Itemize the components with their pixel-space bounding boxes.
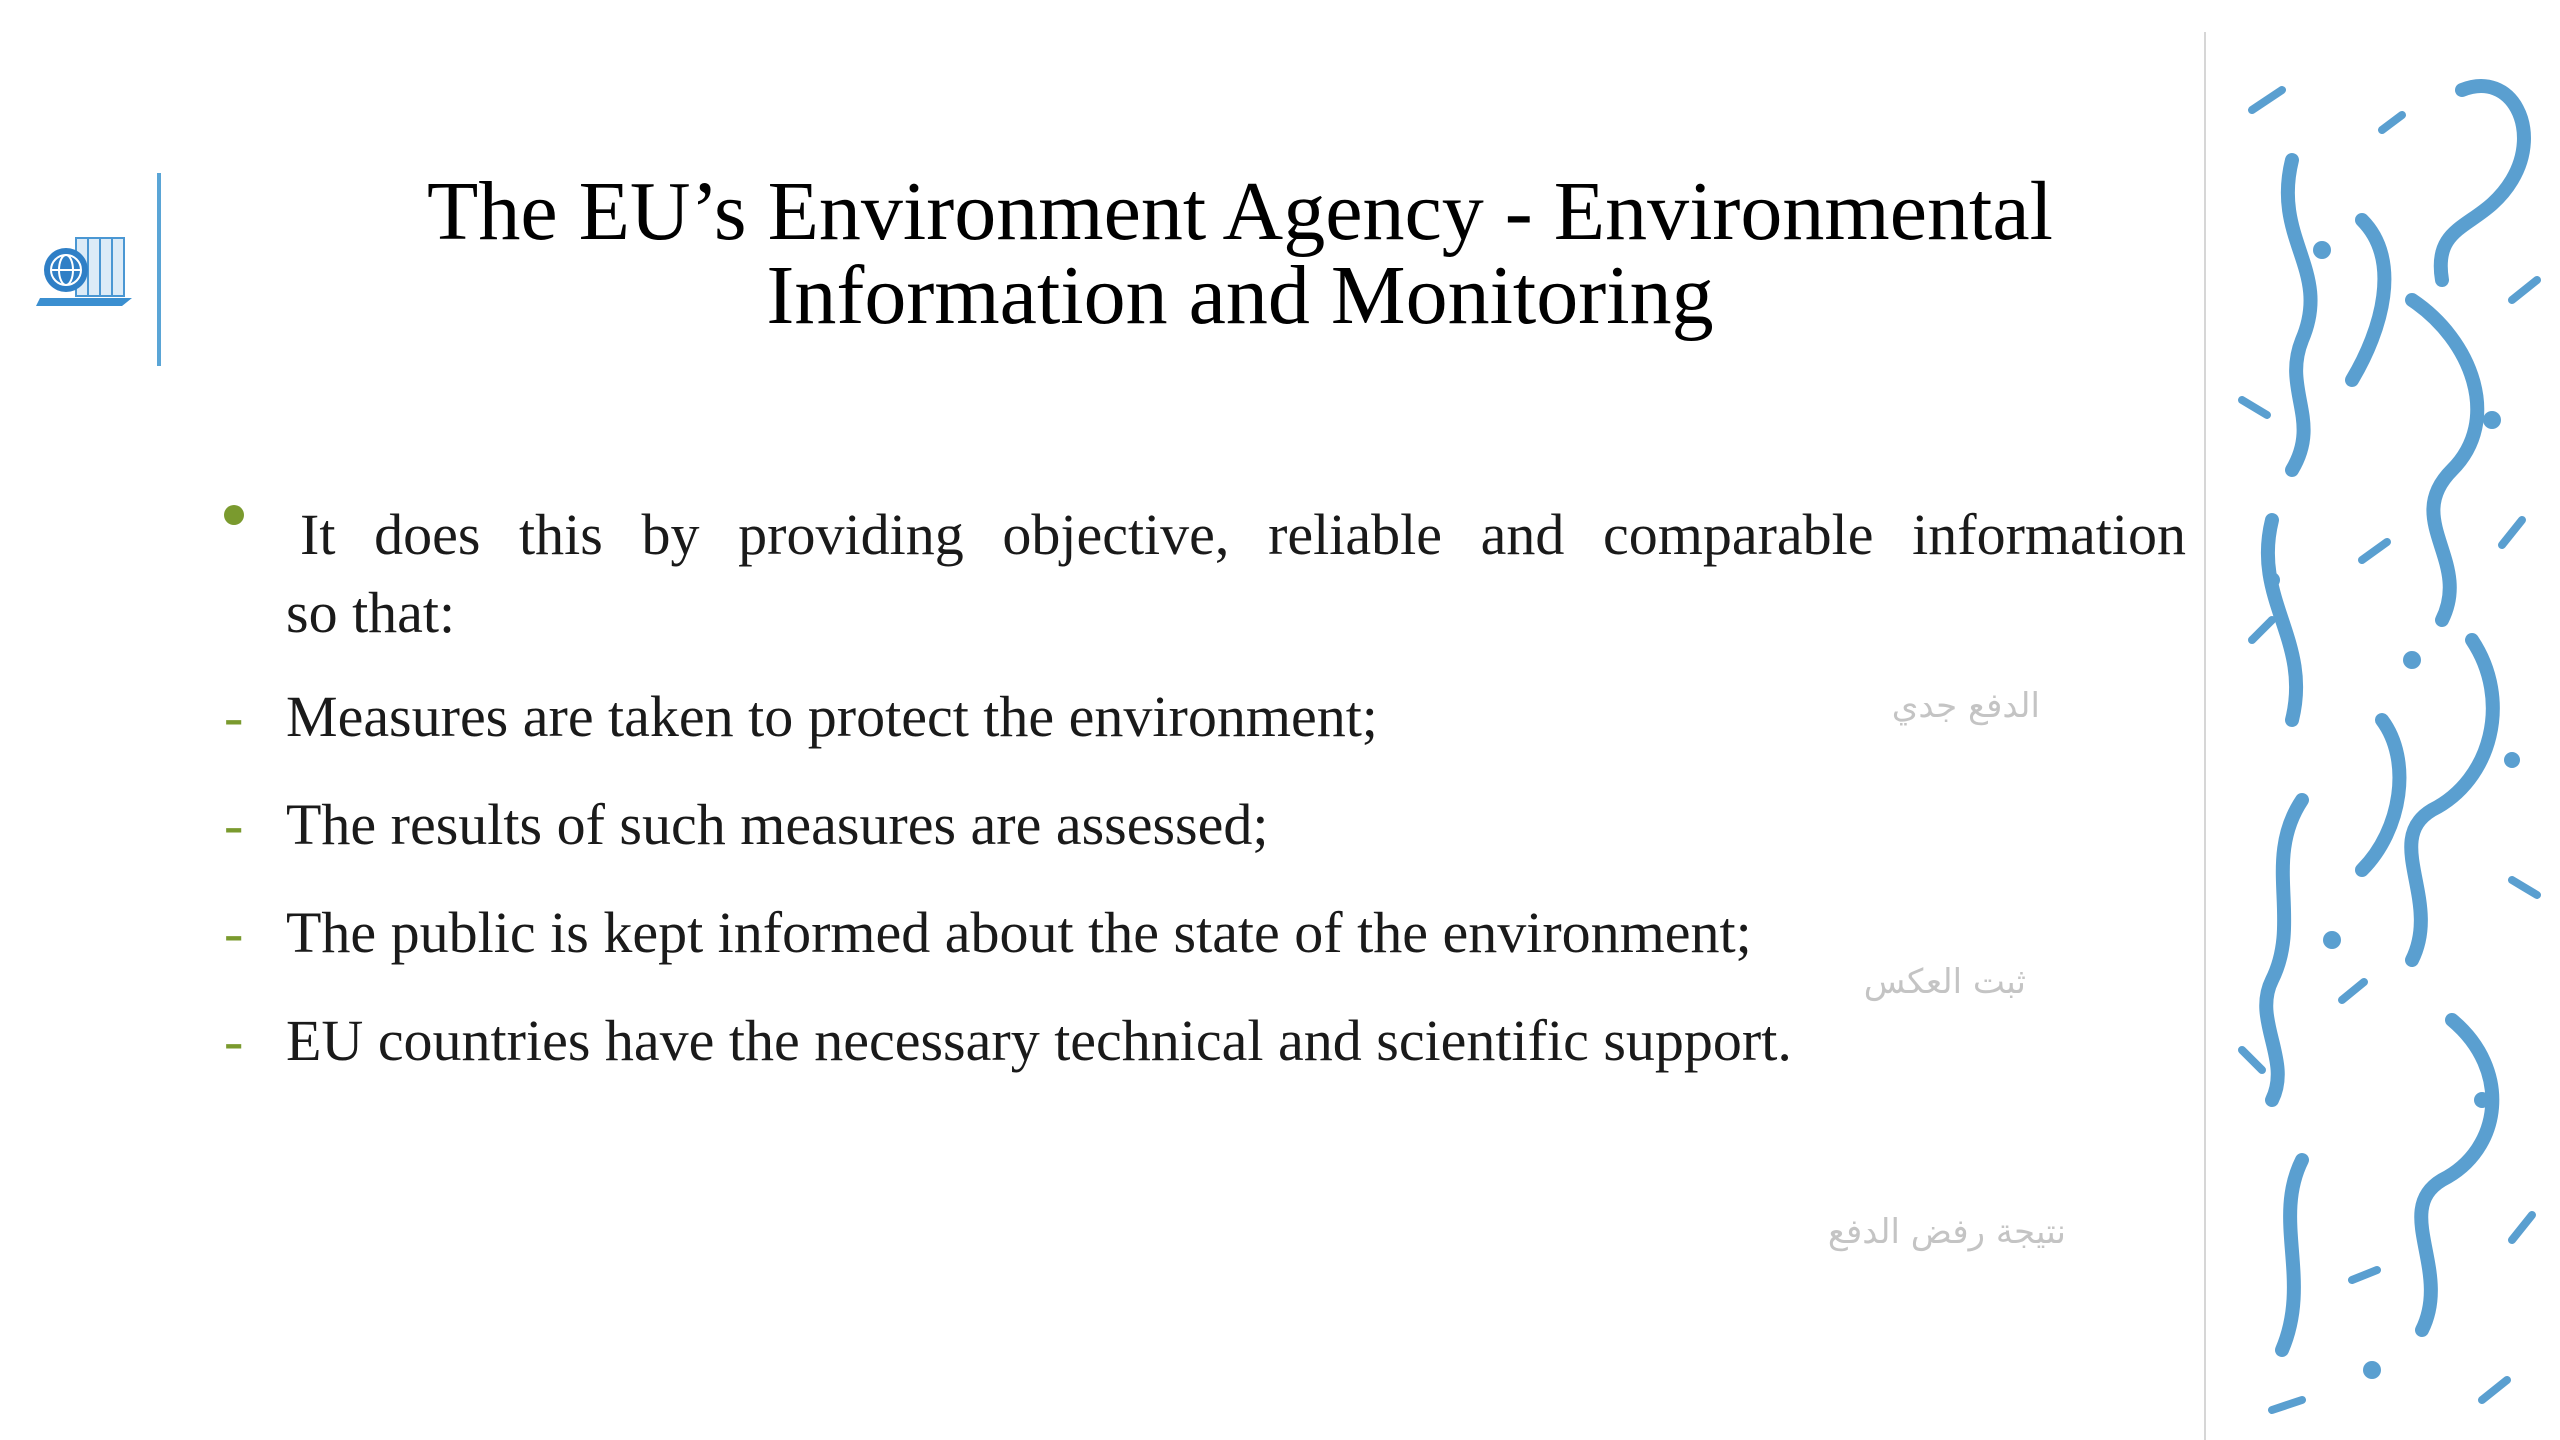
main-bullet-line-1: It does this by providing objective, reliable and comparable information (300, 502, 2186, 567)
title-line-1: The EU’s Environment Agency - Environmental (427, 165, 2053, 258)
dash-item-text: Measures are taken to protect the environment; (286, 684, 1378, 749)
main-bullet-line-2: so that: (286, 580, 456, 645)
slide-title (300, 165, 2180, 342)
arabic-watermark: ثبت العكس (1863, 962, 2026, 1002)
arabic-watermark: نتيجة رفض الدفع (1827, 1212, 2066, 1252)
eu-agency-building-icon (36, 232, 136, 308)
logo-divider (157, 173, 161, 366)
arabic-watermark: الدفع جدي (1891, 686, 2040, 726)
dash-marker: - (224, 792, 244, 857)
main-bullet (286, 496, 2186, 652)
dash-item-text: The results of such measures are assessed; (286, 792, 1269, 857)
dash-marker: - (224, 900, 244, 965)
dash-marker: - (224, 684, 244, 749)
dash-marker: - (224, 1008, 244, 1073)
dash-item-text: EU countries have the necessary technical and scientific support. (286, 1008, 1792, 1073)
panel-divider (2204, 32, 2206, 1440)
dash-item-text: The public is kept informed about the state of the environment; (286, 900, 1752, 965)
bullet-dot-icon (224, 505, 244, 525)
calligraphy-decoration (2212, 40, 2560, 1440)
title-line-2: Information and Monitoring (766, 249, 1714, 342)
